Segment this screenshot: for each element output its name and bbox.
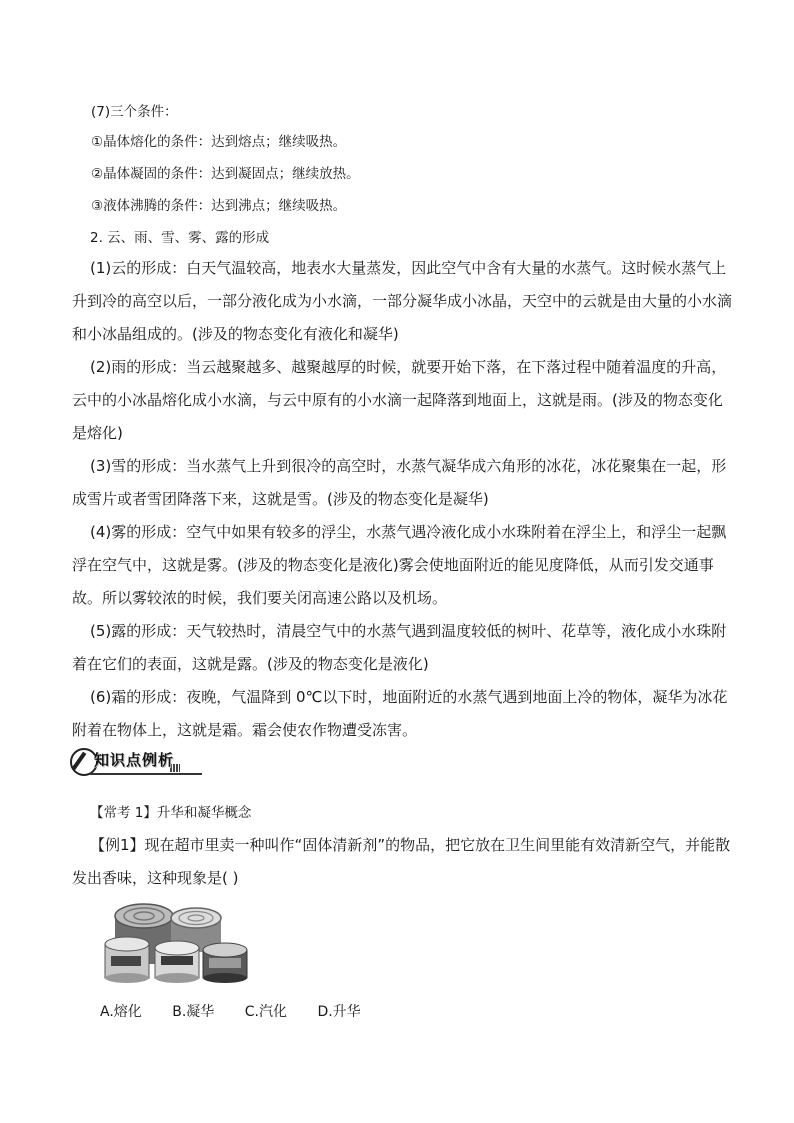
paragraph-snow: (3)雪的形成：当水蒸气上升到很冷的高空时，水蒸气凝华成六角形的冰花，冰花聚集在一起，形成雪片或者雪团降落下来，这就是雪。(涉及的物态变化是凝华) [72,457,727,508]
example-question: 【例1】现在超市里卖一种叫作“固体清新剂”的物品，把它放在卫生间里能有效清新空气，并能散发出香味，这种现象是( ) [72,836,731,887]
banner-title: 知识点例析 [94,751,175,769]
paragraph-frost: (6)霜的形成：夜晚，气温降到 0℃以下时，地面附近的水蒸气遇到地面上冷的物体，凝华为冰花附着在物体上，这就是霜。霜会使农作物遭受冻害。 [72,688,728,739]
conditions-heading: (7)三个条件： [91,104,178,120]
example-tag: 【常考 1】升华和凝华概念 [90,805,252,821]
knowledge-banner [70,746,200,778]
condition-item-1: ①晶体熔化的条件：达到熔点；继续吸热。 [91,134,347,150]
paragraph-rain: (2)雨的形成：当云越聚越多、越聚越厚的时候，就要开始下落，在下落过程中随着温度的升高，云中的小冰晶熔化成小水滴，与云中原有的小水滴一起降落到地面上，这就是雨。(涉及的物态变化是熔化) [72,358,727,442]
example-question-block [72,829,732,895]
paragraph-cloud: (1)云的形成：白天气温较高，地表水大量蒸发，因此空气中含有大量的水蒸气。这时候水蒸气上升到冷的高空以后，一部分液化成为小水滴，一部分凝华成小冰晶，天空中的云就是由大量的小水滴和小冰晶组成的。(涉及的物态变化有液化和凝华) [72,259,733,343]
option-d[interactable]: D.升华 [317,1004,361,1020]
answer-options [100,1001,387,1021]
banner-underline [90,773,202,775]
paragraph-fog: (4)雾的形成：空气中如果有较多的浮尘，水蒸气遇冷液化成小水珠附着在浮尘上，和浮尘一起飘浮在空气中，这就是雾。(涉及的物态变化是液化)雾会使地面附近的能见度降低，从而引发交通事故。所以雾较浓的时候，我们要关闭高速公路以及机场。 [72,523,727,607]
condition-item-3: ③液体沸腾的条件：达到沸点；继续吸热。 [91,198,347,214]
formation-paragraphs [72,252,732,747]
section-heading: 2. 云、雨、雪、雾、露的形成 [90,230,270,246]
option-a[interactable]: A.熔化 [100,1004,142,1020]
air-freshener-cans-image [101,898,251,984]
option-c[interactable]: C.汽化 [244,1004,287,1020]
condition-item-2: ②晶体凝固的条件：达到凝固点；继续放热。 [91,166,360,182]
option-b[interactable]: B.凝华 [172,1004,215,1020]
paragraph-dew: (5)露的形成：天气较热时，清晨空气中的水蒸气遇到温度较低的树叶、花草等，液化成小水珠附着在它们的表面，这就是露。(涉及的物态变化是液化) [72,622,727,673]
